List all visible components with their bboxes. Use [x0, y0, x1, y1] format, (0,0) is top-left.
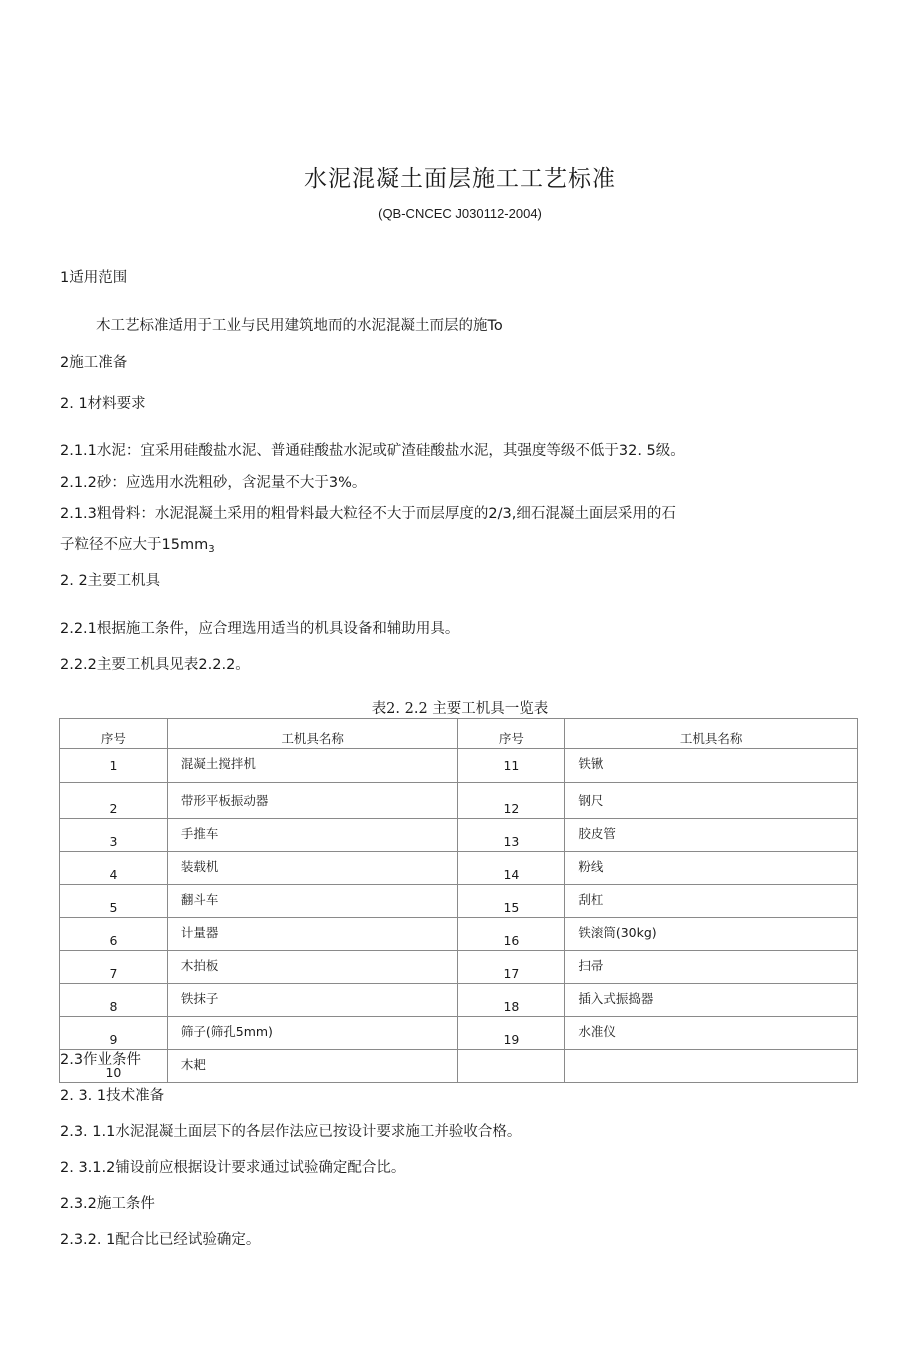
row-name-left: 木拍板 [167, 951, 458, 984]
row-name-right: 铁滚筒(30kg) [565, 918, 858, 951]
row-name-right: 胶皮管 [565, 819, 858, 852]
row-name-left: 木耙 [167, 1050, 458, 1083]
row-no-right: 19 [458, 1017, 565, 1050]
clause-2-1-1: 2.1.1水泥：宜采用硅酸盐水泥、普通硅酸盐水泥或矿渣硅酸盐水泥，其强度等级不低于32. 5级。 [60, 443, 685, 459]
row-name-left: 混凝土搅拌机 [167, 749, 458, 783]
row-no-left: 9 [60, 1017, 168, 1050]
table-row [60, 749, 858, 783]
table-caption: 表2. 2.2 主要工机具一览表 [371, 701, 549, 717]
header-no-left: 序号 [60, 719, 168, 749]
section-1-text: 木工艺标准适用于工业与民用建筑地而的水泥混凝土而层的施To [96, 318, 503, 334]
section-1-heading: 1适用范围 [60, 270, 128, 286]
row-name-right: 插入式振捣器 [565, 984, 858, 1017]
row-no-right: 17 [458, 951, 565, 984]
row-name-left: 铁抹子 [167, 984, 458, 1017]
row-no-left: 8 [60, 984, 168, 1017]
row-no-right: 18 [458, 984, 565, 1017]
section-2-3-2-heading: 2.3.2施工条件 [60, 1196, 155, 1212]
header-no-right: 序号 [458, 719, 565, 749]
table-header-row [60, 719, 858, 749]
row-name-right [565, 1050, 858, 1083]
table-row [60, 783, 858, 819]
row-name-left: 带形平板振动器 [167, 783, 458, 819]
row-no-left: 3 [60, 819, 168, 852]
row-no-left: 7 [60, 951, 168, 984]
table-row [60, 1017, 858, 1050]
row-no-right [458, 1050, 565, 1083]
clause-2-3-1-1: 2.3. 1.1水泥混凝土面层下的各层作法应已按设计要求施工并验收合格。 [60, 1124, 522, 1140]
section-2-3-heading: 2.3作业条件 [60, 1052, 142, 1068]
table-row [60, 885, 858, 918]
row-no-left: 2 [60, 783, 168, 819]
row-no-right: 14 [458, 852, 565, 885]
table-row [60, 819, 858, 852]
row-name-right: 扫帚 [565, 951, 858, 984]
row-no-left: 1 [60, 749, 168, 783]
row-name-left: 手推车 [167, 819, 458, 852]
clause-2-1-2: 2.1.2砂：应选用水洗粗砂，含泥量不大于3%。 [60, 475, 367, 491]
row-name-left: 计量器 [167, 918, 458, 951]
clause-2-3-2-1: 2.3.2. 1配合比已经试验确定。 [60, 1232, 261, 1248]
tools-table [59, 718, 858, 1083]
row-no-right: 11 [458, 749, 565, 783]
row-name-right: 钢尺 [565, 783, 858, 819]
row-name-right: 水准仪 [565, 1017, 858, 1050]
standard-code: (QB-CNCEC J030112-2004) [378, 206, 542, 221]
row-no-right: 15 [458, 885, 565, 918]
row-name-right: 铁锹 [565, 749, 858, 783]
row-name-left: 装载机 [167, 852, 458, 885]
table-row [60, 918, 858, 951]
clause-2-1-3-subscript: 3 [208, 544, 215, 555]
row-name-right: 刮杠 [565, 885, 858, 918]
clause-2-2-2: 2.2.2主要工机具见表2.2.2。 [60, 657, 250, 673]
row-no-right: 13 [458, 819, 565, 852]
clause-2-3-1-2: 2. 3.1.2铺设前应根据设计要求通过试验确定配合比。 [60, 1160, 406, 1176]
header-name-left: 工机具名称 [167, 719, 458, 749]
clause-2-1-3-line2 [60, 535, 215, 557]
table-row [60, 852, 858, 885]
clause-2-1-3-text: 子粒径不应大于15mm [60, 537, 209, 553]
row-name-left: 翻斗车 [167, 885, 458, 918]
row-name-right: 粉线 [565, 852, 858, 885]
table-row [60, 1050, 858, 1083]
row-no-left: 6 [60, 918, 168, 951]
section-2-heading: 2施工准备 [60, 355, 128, 371]
row-no-right: 16 [458, 918, 565, 951]
row-no-left: 4 [60, 852, 168, 885]
section-2-3-1-heading: 2. 3. 1技术准备 [60, 1088, 165, 1104]
row-no-left: 10 [60, 1050, 168, 1083]
document-title: 水泥混凝土面层施工工艺标准 [304, 166, 616, 192]
row-no-right: 12 [458, 783, 565, 819]
table-row [60, 951, 858, 984]
clause-2-1-3-line1: 2.1.3粗骨料：水泥混凝土采用的粗骨料最大粒径不大于而层厚度的2/3,细石混凝土面层采用的石 [60, 506, 676, 522]
table-row [60, 984, 858, 1017]
header-name-right: 工机具名称 [565, 719, 858, 749]
section-2-1-heading: 2. 1材料要求 [60, 396, 146, 412]
clause-2-2-1: 2.2.1根据施工条件，应合理选用适当的机具设备和辅助用具。 [60, 621, 460, 637]
row-no-left: 5 [60, 885, 168, 918]
section-2-2-heading: 2. 2主要工机具 [60, 573, 161, 589]
row-name-left: 筛子(筛孔5mm) [167, 1017, 458, 1050]
